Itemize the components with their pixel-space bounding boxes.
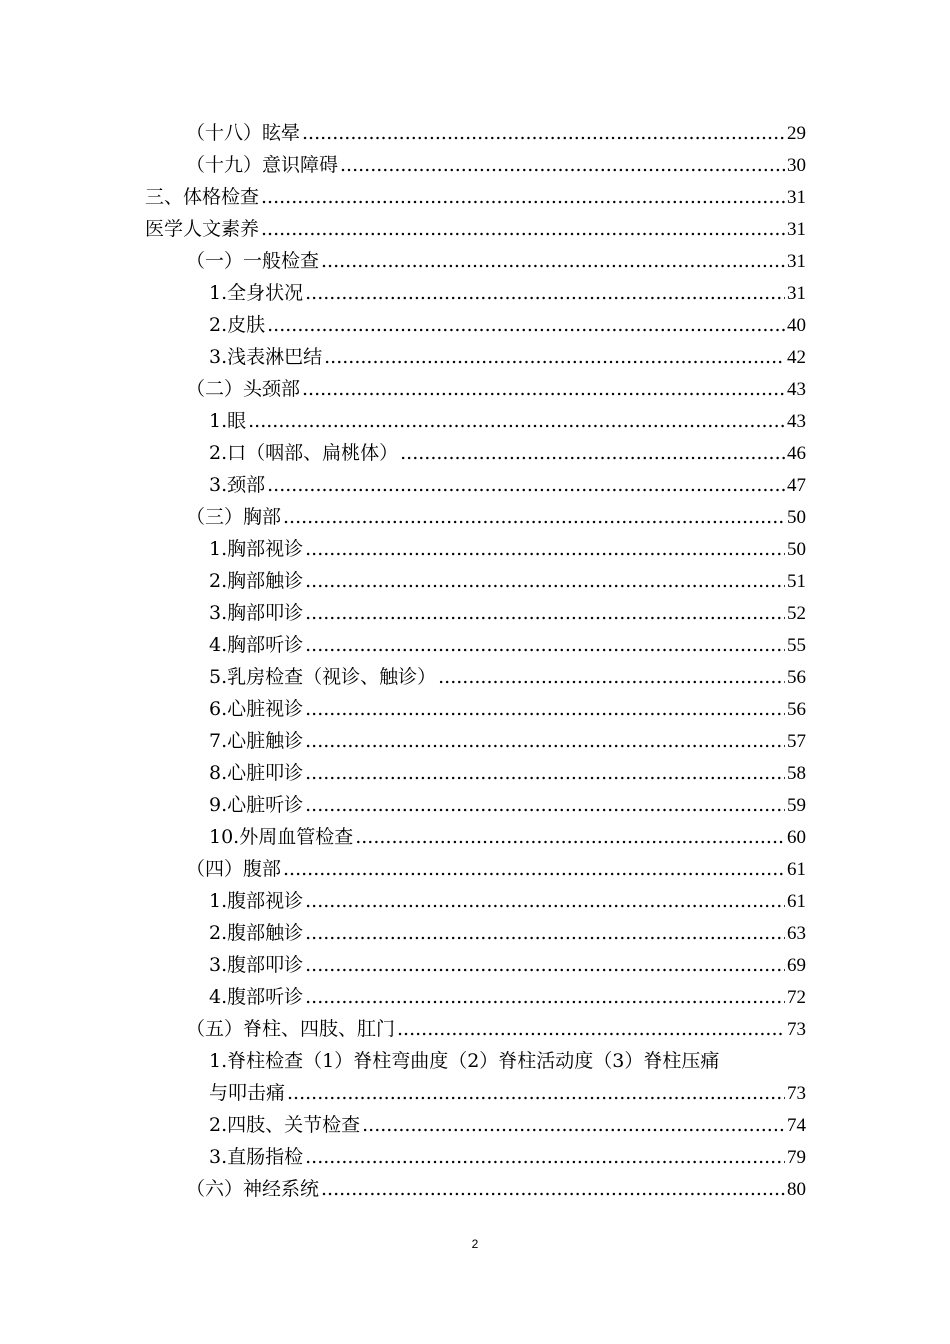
toc-entry-title: 三、体格检查 [145,186,260,208]
dot-leader [305,917,785,949]
toc-entry-title: 3.胸部叩诊 [209,602,304,624]
toc-entry[interactable] [0,405,950,437]
toc-entry[interactable] [0,981,950,1013]
dot-leader [283,501,785,533]
toc-entry-page: 50 [787,507,806,528]
dot-leader [340,149,785,181]
toc-entry[interactable] [0,885,950,917]
toc-entry-page: 55 [787,635,806,656]
toc-entry-page: 43 [787,411,806,432]
dot-leader [305,757,785,789]
toc-entry[interactable] [0,501,950,533]
toc-entry-title: 医学人文素养 [145,218,260,240]
toc-entry-title: 3.腹部叩诊 [209,954,304,976]
toc-entry-page: 51 [787,571,806,592]
toc-entry[interactable] [0,181,950,213]
toc-entry[interactable] [0,149,950,181]
toc-entry-page: 29 [787,123,806,144]
toc-entry-title: （六）神经系统 [186,1178,320,1200]
dot-leader [324,341,785,373]
dot-leader [261,213,785,245]
dot-leader [305,565,785,597]
toc-entry-page: 52 [787,603,806,624]
dot-leader [400,437,785,469]
dot-leader [305,629,785,661]
toc-entry[interactable] [0,565,950,597]
toc-entry[interactable] [0,341,950,373]
toc-entry-page: 40 [787,315,806,336]
dot-leader [261,181,785,213]
toc-entry-page: 31 [787,283,806,304]
dot-leader [302,373,785,405]
dot-leader [362,1109,785,1141]
toc-entry-page: 69 [787,955,806,976]
toc-entry-title: （二）头颈部 [186,378,301,400]
dot-leader [321,245,785,277]
dot-leader [355,821,785,853]
toc-entry[interactable] [0,757,950,789]
dot-leader [305,981,785,1013]
dot-leader [302,117,785,149]
dot-leader [397,1013,785,1045]
toc-entry-page: 61 [787,859,806,880]
toc-entry-title: 2.口（咽部、扁桃体） [209,442,399,464]
toc-entry[interactable] [0,117,950,149]
toc-entry-title: 8.心脏叩诊 [209,762,304,784]
toc-entry[interactable] [0,1173,950,1205]
toc-entry[interactable] [0,597,950,629]
toc-entry-title: 3.颈部 [209,474,266,496]
toc-entry[interactable] [0,949,950,981]
toc-entry[interactable] [0,1013,950,1045]
toc-entry-title: （五）脊柱、四肢、肛门 [186,1018,396,1040]
toc-entry-page: 56 [787,667,806,688]
toc-entry-title: 4.胸部听诊 [209,634,304,656]
toc-entry-page: 31 [787,187,806,208]
toc-entry[interactable] [0,661,950,693]
dot-leader [305,725,785,757]
toc-entry[interactable] [0,917,950,949]
toc-entry-title: 7.心脏触诊 [209,730,304,752]
dot-leader [267,309,785,341]
toc-entry-title: 9.心脏听诊 [209,794,304,816]
dot-leader [305,277,785,309]
toc-entry-title: （十九）意识障碍 [186,154,339,176]
toc-entry-page: 56 [787,699,806,720]
toc-entry-page: 80 [787,1179,806,1200]
dot-leader [283,853,785,885]
toc-entry[interactable] [0,245,950,277]
dot-leader [267,469,785,501]
dot-leader [305,789,785,821]
dot-leader [305,885,785,917]
toc-entry-title: 1.脊柱检查（1）脊柱弯曲度（2）脊柱活动度（3）脊柱压痛 [209,1050,720,1072]
toc-entry-title: （四）腹部 [186,858,282,880]
toc-entry-page: 73 [787,1083,806,1104]
dot-leader [321,1173,785,1205]
dot-leader [305,597,785,629]
toc-entry[interactable] [0,821,950,853]
toc-entry[interactable] [0,693,950,725]
toc-entry[interactable] [0,1141,950,1173]
toc-entry-page: 47 [787,475,806,496]
toc-entry-title: 1.眼 [209,410,247,432]
toc-entry-page: 59 [787,795,806,816]
toc-entry-title: 1.胸部视诊 [209,538,304,560]
dot-leader [305,533,785,565]
dot-leader [248,405,785,437]
toc-entry[interactable] [0,1109,950,1141]
dot-leader [438,661,785,693]
toc-entry-title: 5.乳房检查（视诊、触诊） [209,666,437,688]
toc-entry-page: 31 [787,251,806,272]
table-of-contents [0,117,950,1205]
toc-entry-page: 43 [787,379,806,400]
toc-entry[interactable] [0,309,950,341]
toc-entry-page: 60 [787,827,806,848]
toc-entry-title: 10.外周血管检查 [209,826,354,848]
toc-entry-title: 1.全身状况 [209,282,304,304]
dot-leader [305,1141,785,1173]
toc-entry-title: 4.腹部听诊 [209,986,304,1008]
toc-entry-title: 2.胸部触诊 [209,570,304,592]
toc-entry[interactable] [0,437,950,469]
toc-entry-page: 57 [787,731,806,752]
toc-entry-page: 74 [787,1115,806,1136]
toc-entry[interactable] [0,1045,950,1077]
toc-entry-page: 72 [787,987,806,1008]
toc-entry-title: 6.心脏视诊 [209,698,304,720]
dot-leader [305,949,785,981]
toc-entry-page: 63 [787,923,806,944]
toc-entry-title: 3.浅表淋巴结 [209,346,323,368]
toc-entry[interactable] [0,277,950,309]
toc-entry[interactable] [0,789,950,821]
toc-entry-page: 58 [787,763,806,784]
toc-entry-title: （十八）眩晕 [186,122,301,144]
toc-entry-page: 79 [787,1147,806,1168]
toc-entry[interactable] [0,629,950,661]
toc-entry-title: 2.四肢、关节检查 [209,1114,361,1136]
toc-entry-title: 2.腹部触诊 [209,922,304,944]
page-number: 2 [471,1237,479,1251]
toc-entry-title: 3.直肠指检 [209,1146,304,1168]
toc-entry-title: （三）胸部 [186,506,282,528]
toc-entry[interactable] [0,373,950,405]
dot-leader [287,1077,785,1109]
toc-entry-page: 46 [787,443,806,464]
toc-entry[interactable] [0,853,950,885]
toc-entry-title: 1.腹部视诊 [209,890,304,912]
toc-entry-page: 31 [787,219,806,240]
toc-entry[interactable] [0,533,950,565]
toc-entry[interactable] [0,725,950,757]
toc-entry-page: 42 [787,347,806,368]
toc-entry-title: （一）一般检查 [186,250,320,272]
toc-entry-title: 2.皮肤 [209,314,266,336]
toc-entry-continuation[interactable] [0,1077,950,1109]
toc-entry-page: 30 [787,155,806,176]
toc-entry[interactable] [0,213,950,245]
toc-entry-title-continuation: 与叩击痛 [209,1082,286,1104]
toc-entry-page: 61 [787,891,806,912]
toc-entry-page: 73 [787,1019,806,1040]
toc-entry-page: 50 [787,539,806,560]
toc-entry[interactable] [0,469,950,501]
dot-leader [305,693,785,725]
